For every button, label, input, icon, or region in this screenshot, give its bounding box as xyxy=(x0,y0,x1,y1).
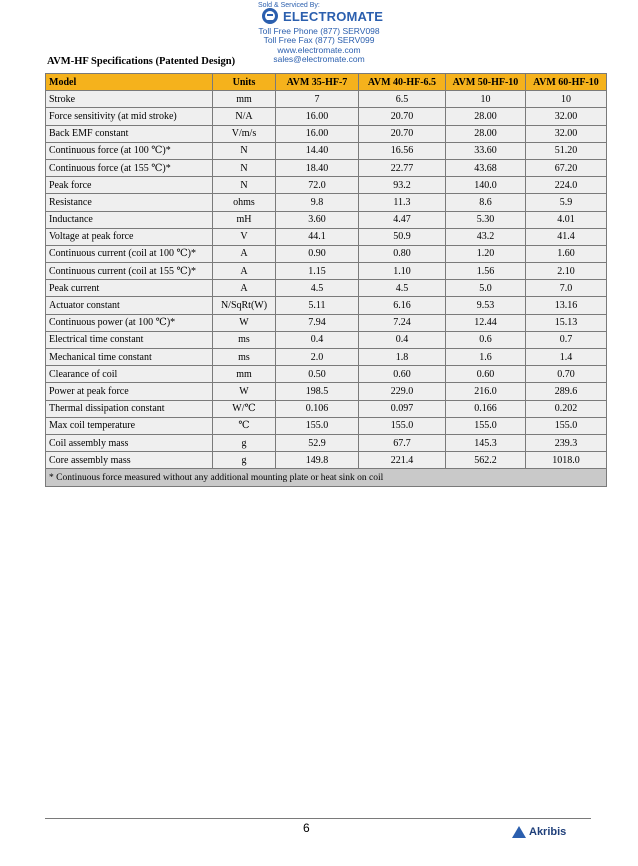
table-row xyxy=(46,211,607,228)
value-cell: 10 xyxy=(526,91,607,108)
value-cell: 13.16 xyxy=(526,297,607,314)
value-cell: 4.01 xyxy=(526,211,607,228)
value-cell: 2.10 xyxy=(526,263,607,280)
value-cell: 4.5 xyxy=(359,280,446,297)
company-name: Akribis xyxy=(529,826,567,838)
value-cell: 155.0 xyxy=(446,417,526,434)
units-cell: mH xyxy=(213,211,276,228)
value-cell: 1.10 xyxy=(359,263,446,280)
parameter-cell: Clearance of coil xyxy=(46,366,213,383)
value-cell: 0.4 xyxy=(359,331,446,348)
units-cell: V xyxy=(213,228,276,245)
units-cell: W xyxy=(213,314,276,331)
value-cell: 5.30 xyxy=(446,211,526,228)
footnote: * Continuous force measured without any additional mounting plate or heat sink on coil xyxy=(46,469,607,487)
value-cell: 0.7 xyxy=(526,331,607,348)
value-cell: 0.60 xyxy=(359,366,446,383)
value-cell: 14.40 xyxy=(276,142,359,159)
parameter-cell: Electrical time constant xyxy=(46,331,213,348)
value-cell: 289.6 xyxy=(526,383,607,400)
value-cell: 33.60 xyxy=(446,142,526,159)
table-row xyxy=(46,349,607,366)
parameter-cell: Resistance xyxy=(46,194,213,211)
value-cell: 216.0 xyxy=(446,383,526,400)
value-cell: 1.4 xyxy=(526,349,607,366)
units-cell: N/SqRt(W) xyxy=(213,297,276,314)
table-row xyxy=(46,434,607,451)
value-cell: 67.7 xyxy=(359,434,446,451)
table-row xyxy=(46,400,607,417)
parameter-cell: Power at peak force xyxy=(46,383,213,400)
value-cell: 16.00 xyxy=(276,108,359,125)
value-cell: 155.0 xyxy=(526,417,607,434)
value-cell: 562.2 xyxy=(446,452,526,469)
value-cell: 5.11 xyxy=(276,297,359,314)
parameter-cell: Continuous current (coil at 155 ℃)* xyxy=(46,263,213,280)
value-cell: 145.3 xyxy=(446,434,526,451)
units-cell: ms xyxy=(213,349,276,366)
value-cell: 7.0 xyxy=(526,280,607,297)
table-row xyxy=(46,91,607,108)
parameter-cell: Inductance xyxy=(46,211,213,228)
parameter-cell: Continuous force (at 155 ℃)* xyxy=(46,159,213,176)
column-header: Model xyxy=(46,74,213,91)
value-cell: 4.5 xyxy=(276,280,359,297)
units-cell: N/A xyxy=(213,108,276,125)
value-cell: 11.3 xyxy=(359,194,446,211)
units-cell: V/m/s xyxy=(213,125,276,142)
specifications-table xyxy=(45,73,607,487)
footer-divider xyxy=(45,818,591,819)
table-row xyxy=(46,159,607,176)
units-cell: g xyxy=(213,452,276,469)
value-cell: 1.60 xyxy=(526,245,607,262)
value-cell: 20.70 xyxy=(359,125,446,142)
units-cell: mm xyxy=(213,366,276,383)
value-cell: 1018.0 xyxy=(526,452,607,469)
table-row xyxy=(46,331,607,348)
table-row xyxy=(46,297,607,314)
value-cell: 1.15 xyxy=(276,263,359,280)
value-cell: 7 xyxy=(276,91,359,108)
units-cell: W xyxy=(213,383,276,400)
value-cell: 140.0 xyxy=(446,177,526,194)
parameter-cell: Peak current xyxy=(46,280,213,297)
units-cell: A xyxy=(213,245,276,262)
value-cell: 43.68 xyxy=(446,159,526,176)
value-cell: 155.0 xyxy=(276,417,359,434)
units-cell: N xyxy=(213,177,276,194)
value-cell: 0.70 xyxy=(526,366,607,383)
table-row xyxy=(46,228,607,245)
sold-by-text: Sold & Serviced By: xyxy=(258,2,320,9)
units-cell: ℃ xyxy=(213,417,276,434)
value-cell: 155.0 xyxy=(359,417,446,434)
units-cell: g xyxy=(213,434,276,451)
value-cell: 229.0 xyxy=(359,383,446,400)
value-cell: 72.0 xyxy=(276,177,359,194)
units-cell: W/℃ xyxy=(213,400,276,417)
table-header-row xyxy=(46,74,607,91)
table-row xyxy=(46,417,607,434)
value-cell: 0.50 xyxy=(276,366,359,383)
value-cell: 28.00 xyxy=(446,108,526,125)
value-cell: 16.00 xyxy=(276,125,359,142)
value-cell: 9.8 xyxy=(276,194,359,211)
value-cell: 0.90 xyxy=(276,245,359,262)
value-cell: 10 xyxy=(446,91,526,108)
value-cell: 0.60 xyxy=(446,366,526,383)
value-cell: 5.9 xyxy=(526,194,607,211)
table-row xyxy=(46,142,607,159)
value-cell: 6.5 xyxy=(359,91,446,108)
brand-name: ELECTROMATE xyxy=(283,8,384,24)
parameter-cell: Voltage at peak force xyxy=(46,228,213,245)
parameter-cell: Continuous force (at 100 ℃)* xyxy=(46,142,213,159)
value-cell: 51.20 xyxy=(526,142,607,159)
table-row xyxy=(46,194,607,211)
table-row xyxy=(46,383,607,400)
column-header: AVM 40-HF-6.5 xyxy=(359,74,446,91)
footnote-row xyxy=(46,469,607,487)
table-row xyxy=(46,125,607,142)
value-cell: 7.94 xyxy=(276,314,359,331)
value-cell: 5.0 xyxy=(446,280,526,297)
value-cell: 3.60 xyxy=(276,211,359,228)
value-cell: 44.1 xyxy=(276,228,359,245)
value-cell: 32.00 xyxy=(526,108,607,125)
table-row xyxy=(46,263,607,280)
parameter-cell: Coil assembly mass xyxy=(46,434,213,451)
parameter-cell: Max coil temperature xyxy=(46,417,213,434)
value-cell: 32.00 xyxy=(526,125,607,142)
value-cell: 6.16 xyxy=(359,297,446,314)
table-row xyxy=(46,452,607,469)
contact-phone: Toll Free Phone (877) SERV098 xyxy=(258,26,380,36)
value-cell: 224.0 xyxy=(526,177,607,194)
value-cell: 0.202 xyxy=(526,400,607,417)
value-cell: 0.4 xyxy=(276,331,359,348)
units-cell: N xyxy=(213,159,276,176)
units-cell: A xyxy=(213,263,276,280)
value-cell: 52.9 xyxy=(276,434,359,451)
electromate-logo xyxy=(262,8,383,24)
parameter-cell: Mechanical time constant xyxy=(46,349,213,366)
parameter-cell: Core assembly mass xyxy=(46,452,213,469)
value-cell: 50.9 xyxy=(359,228,446,245)
value-cell: 1.56 xyxy=(446,263,526,280)
units-cell: ohms xyxy=(213,194,276,211)
value-cell: 2.0 xyxy=(276,349,359,366)
value-cell: 0.166 xyxy=(446,400,526,417)
value-cell: 41.4 xyxy=(526,228,607,245)
units-cell: N xyxy=(213,142,276,159)
parameter-cell: Back EMF constant xyxy=(46,125,213,142)
value-cell: 1.6 xyxy=(446,349,526,366)
akribis-logo xyxy=(512,826,566,838)
value-cell: 0.097 xyxy=(359,400,446,417)
value-cell: 93.2 xyxy=(359,177,446,194)
table-row xyxy=(46,245,607,262)
contact-fax: Toll Free Fax (877) SERV099 xyxy=(263,35,375,46)
value-cell: 67.20 xyxy=(526,159,607,176)
value-cell: 20.70 xyxy=(359,108,446,125)
value-cell: 9.53 xyxy=(446,297,526,314)
value-cell: 16.56 xyxy=(359,142,446,159)
value-cell: 18.40 xyxy=(276,159,359,176)
table-row xyxy=(46,314,607,331)
value-cell: 239.3 xyxy=(526,434,607,451)
value-cell: 198.5 xyxy=(276,383,359,400)
parameter-cell: Actuator constant xyxy=(46,297,213,314)
units-cell: ms xyxy=(213,331,276,348)
value-cell: 22.77 xyxy=(359,159,446,176)
parameter-cell: Continuous current (coil at 100 ℃)* xyxy=(46,245,213,262)
column-header: AVM 50-HF-10 xyxy=(446,74,526,91)
electromate-logo-icon xyxy=(262,8,278,24)
contact-website[interactable]: www.electromate.com xyxy=(277,44,361,55)
column-header: Units xyxy=(213,74,276,91)
parameter-cell: Stroke xyxy=(46,91,213,108)
parameter-cell: Thermal dissipation constant xyxy=(46,400,213,417)
value-cell: 1.20 xyxy=(446,245,526,262)
value-cell: 0.106 xyxy=(276,400,359,417)
units-cell: mm xyxy=(213,91,276,108)
value-cell: 221.4 xyxy=(359,452,446,469)
parameter-cell: Force sensitivity (at mid stroke) xyxy=(46,108,213,125)
value-cell: 28.00 xyxy=(446,125,526,142)
units-cell: A xyxy=(213,280,276,297)
value-cell: 43.2 xyxy=(446,228,526,245)
value-cell: 1.8 xyxy=(359,349,446,366)
value-cell: 8.6 xyxy=(446,194,526,211)
section-title: AVM-HF Specifications (Patented Design) xyxy=(47,56,236,67)
table-row xyxy=(46,177,607,194)
column-header: AVM 60-HF-10 xyxy=(526,74,607,91)
value-cell: 149.8 xyxy=(276,452,359,469)
value-cell: 15.13 xyxy=(526,314,607,331)
parameter-cell: Peak force xyxy=(46,177,213,194)
parameter-cell: Continuous power (at 100 ℃)* xyxy=(46,314,213,331)
value-cell: 7.24 xyxy=(359,314,446,331)
akribis-logo-icon xyxy=(512,826,526,838)
column-header: AVM 35-HF-7 xyxy=(276,74,359,91)
value-cell: 12.44 xyxy=(446,314,526,331)
value-cell: 4.47 xyxy=(359,211,446,228)
value-cell: 0.80 xyxy=(359,245,446,262)
page-number: 6 xyxy=(303,821,310,835)
table-row xyxy=(46,280,607,297)
value-cell: 0.6 xyxy=(446,331,526,348)
table-row xyxy=(46,108,607,125)
contact-email[interactable]: sales@electromate.com xyxy=(273,54,365,65)
table-row xyxy=(46,366,607,383)
